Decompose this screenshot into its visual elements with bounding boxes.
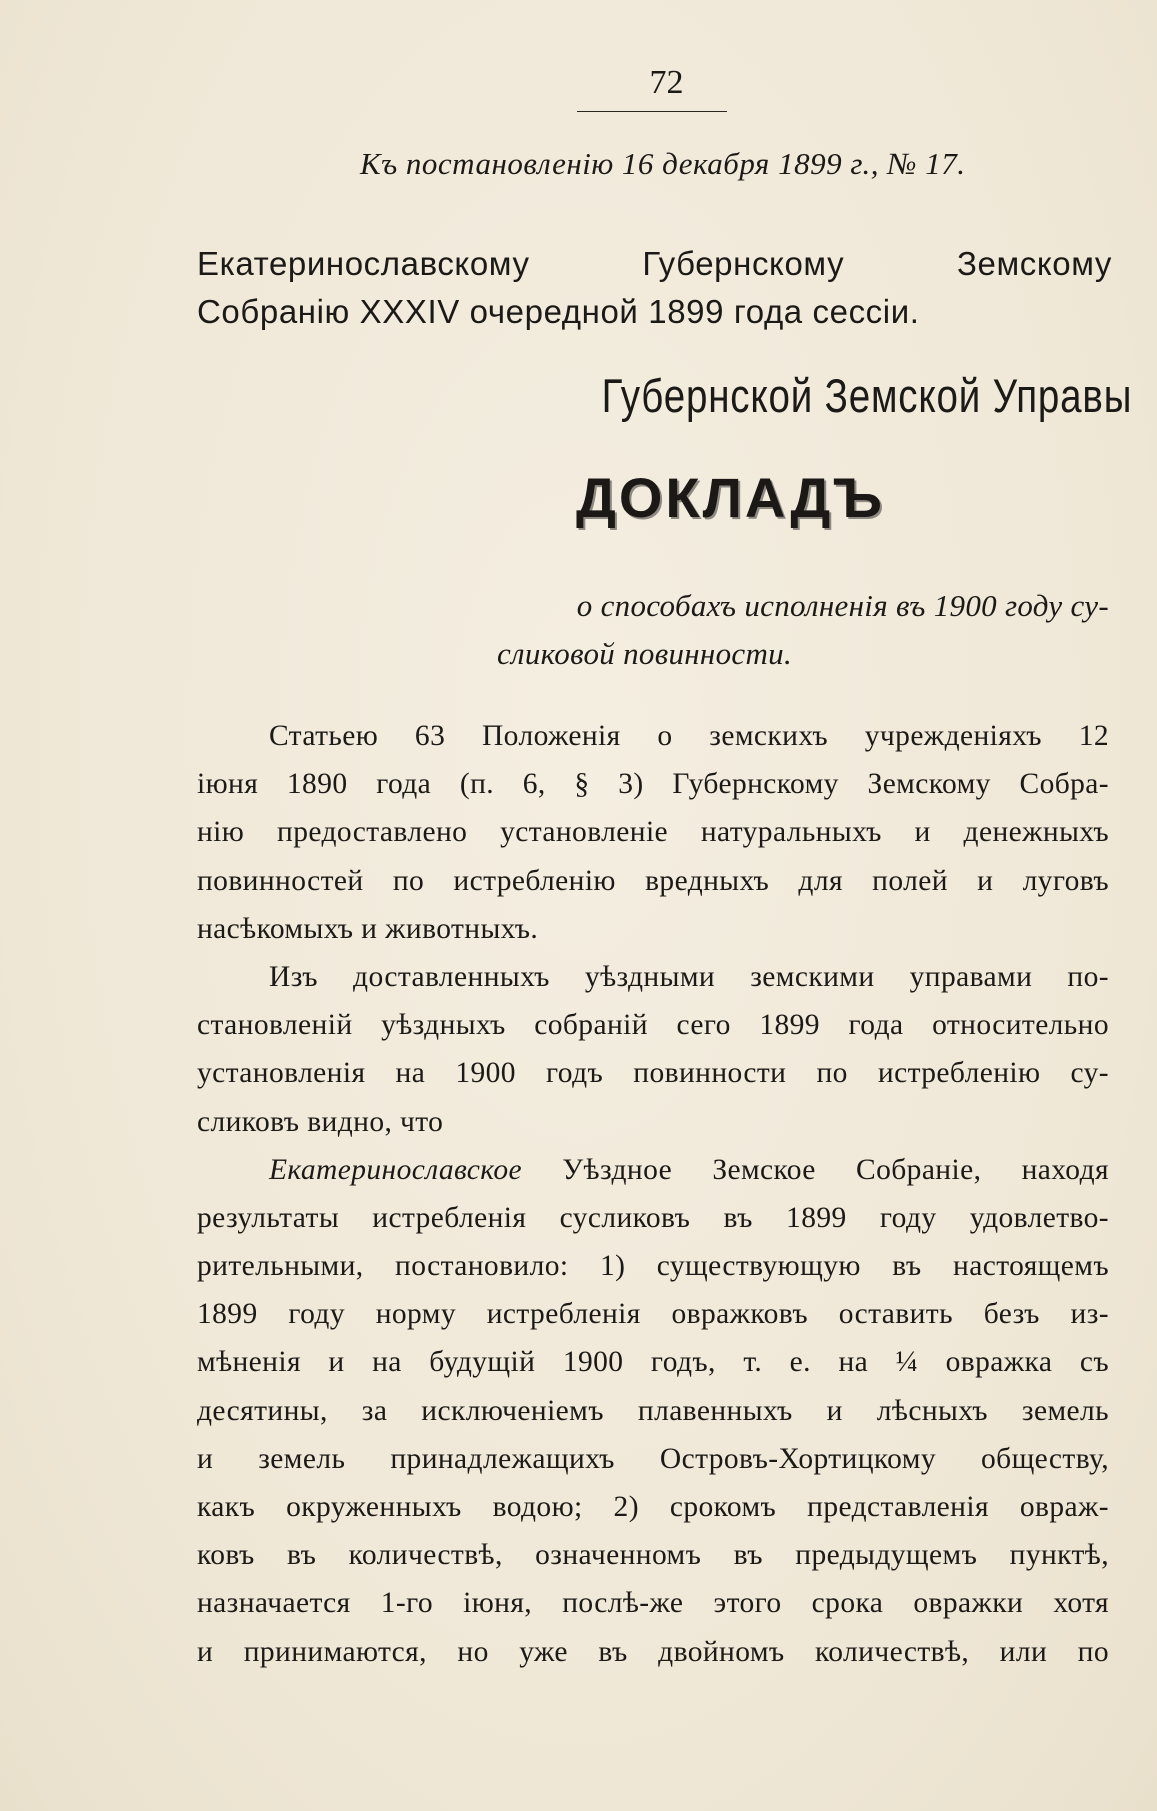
body-line-text: установленія на 1900 годъ повинности по истребленію су- bbox=[197, 1057, 1109, 1090]
addressee-line-1: Екатеринославскому Губернскому Земскому bbox=[197, 245, 1112, 282]
body-line-text: мѣненія и на будущій 1900 годъ, т. е. на ¼ овражка съ bbox=[197, 1346, 1109, 1379]
body-line bbox=[197, 808, 1109, 856]
body-line-text: какъ окруженныхъ водою; 2) срокомъ представленія овраж- bbox=[197, 1491, 1109, 1523]
page-number-rule bbox=[577, 111, 727, 112]
body-line-text: Уѣздное Земское Собраніе, находя bbox=[522, 1153, 1109, 1186]
body-line bbox=[197, 1579, 1109, 1627]
body-line-text: Статьею 63 Положенія о земскихъ учрежденіяхъ 12 bbox=[269, 720, 1109, 752]
body-line-text: десятины, за исключеніемъ плавенныхъ и лѣсныхъ земель bbox=[197, 1394, 1109, 1427]
page-number: 72 bbox=[649, 64, 684, 101]
body-line bbox=[197, 953, 1109, 1001]
body-line bbox=[197, 1194, 1109, 1242]
body-line bbox=[197, 760, 1109, 808]
body-line bbox=[197, 1628, 1109, 1676]
body-line bbox=[197, 1435, 1109, 1483]
document-type-title: ДОКЛАДЪ bbox=[575, 466, 886, 529]
body-line bbox=[197, 857, 1109, 905]
body-line bbox=[197, 1049, 1109, 1097]
body-line-text: назначается 1-го іюня, послѣ-же этого срока овражки хотя bbox=[197, 1587, 1109, 1620]
body-line-italic-lead: Екатеринославское bbox=[269, 1153, 523, 1186]
body-line-text: повинностей по истребленію вредныхъ для полей и луговъ bbox=[197, 864, 1109, 897]
body-line bbox=[197, 1387, 1109, 1435]
body-line-text: нію предоставлено установленіе натуральныхъ и денежныхъ bbox=[197, 816, 1109, 849]
subject-line-2: сликовой повинности. bbox=[497, 636, 793, 671]
body-line-text: Изъ доставленныхъ уѣздными земскими управами по- bbox=[269, 960, 1109, 993]
addressee-line-2: Собранію XXXIV очередной 1899 года сессіи. bbox=[197, 293, 920, 330]
body-line-text: 1899 году норму истребленія овражковъ оставить безъ из- bbox=[197, 1298, 1109, 1331]
body-line-text: насѣкомыхъ и животныхъ. bbox=[197, 912, 539, 945]
organization-title: Губернской Земской Управы bbox=[601, 369, 1133, 422]
addressee-heading bbox=[197, 240, 1112, 336]
body-line bbox=[197, 712, 1109, 760]
body-line-text: рительными, постановило: 1) существующую въ настоящемъ bbox=[197, 1250, 1109, 1283]
body-line bbox=[197, 1098, 1109, 1146]
body-line bbox=[197, 1290, 1109, 1338]
body-text bbox=[197, 712, 1109, 1676]
body-line-text: и земель принадлежащихъ Островъ-Хортицкому обществу, bbox=[197, 1442, 1109, 1475]
body-line bbox=[197, 1531, 1109, 1579]
body-line bbox=[197, 1146, 1109, 1194]
resolution-reference: Къ постановленію 16 декабря 1899 г., № 17. bbox=[360, 146, 966, 181]
body-line-text: становленій уѣздныхъ собраній сего 1899 года относительно bbox=[197, 1009, 1109, 1042]
body-line-text: ковъ въ количествѣ, означенномъ въ предыдущемъ пунктѣ, bbox=[197, 1539, 1109, 1572]
body-line-text: и принимаются, но уже въ двойномъ количествѣ, или по bbox=[197, 1635, 1109, 1668]
report-subject bbox=[197, 582, 1109, 678]
body-line bbox=[197, 1483, 1109, 1531]
body-line-text: результаты истребленія сусликовъ въ 1899 году удовлетво- bbox=[197, 1201, 1109, 1234]
subject-line-1: о способахъ исполненія въ 1900 году су- bbox=[576, 588, 1109, 623]
body-line-text: іюня 1890 года (п. 6, § 3) Губернскому Земскому Собра- bbox=[197, 768, 1109, 801]
body-line bbox=[197, 1242, 1109, 1290]
body-line-text: сликовъ видно, что bbox=[197, 1105, 444, 1138]
body-line bbox=[197, 1001, 1109, 1049]
body-line bbox=[197, 905, 1109, 953]
body-line bbox=[197, 1338, 1109, 1386]
